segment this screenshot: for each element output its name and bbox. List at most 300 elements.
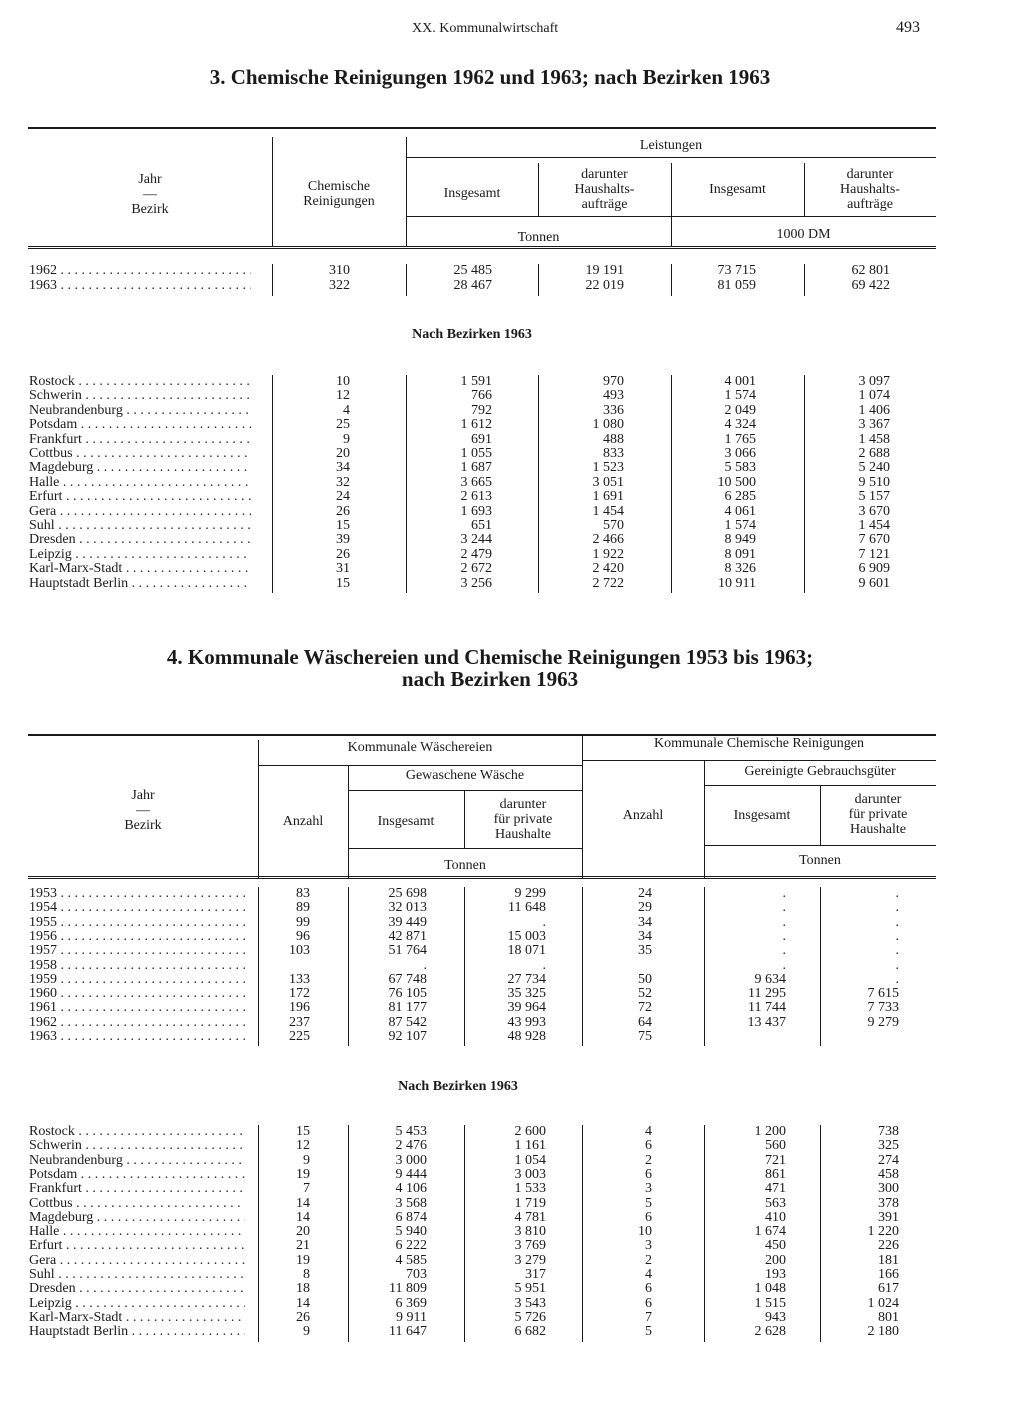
cell-value: 3 769 (514, 1238, 546, 1254)
row-label: 1962 . . . (29, 263, 251, 278)
cell-value: 2 (645, 1152, 652, 1168)
cell-value: 325 (878, 1138, 899, 1154)
table-row (0, 576, 1024, 591)
cell-value: 81 059 (717, 278, 756, 293)
cell-value: 19 (296, 1166, 310, 1182)
row-label: Halle . . . (29, 475, 251, 490)
cell-value: 3 256 (460, 575, 492, 591)
table-row (0, 1324, 1024, 1339)
cell-value: 2 613 (460, 489, 492, 505)
cell-value: 2 (645, 1252, 652, 1268)
table4-title-line2: nach Bezirken 1963 (401, 667, 579, 691)
group-leistungen: Leistungen (639, 138, 703, 153)
row-label: Dresden . . . (29, 532, 251, 547)
stub-dash: — (143, 187, 157, 202)
cell-value: 6 (645, 1138, 652, 1154)
cell-value: 39 449 (388, 914, 427, 930)
cell-value: 6 285 (724, 489, 756, 505)
cell-value: 26 (296, 1309, 310, 1325)
row-label: Rostock . . . (29, 1124, 245, 1139)
cell-value: 12 (336, 388, 350, 404)
cell-value: 6 874 (395, 1209, 427, 1225)
row-label: Leipzig . . . (29, 547, 251, 562)
group-chem-reinigungen: Kommunale Chemische Reinigungen (654, 736, 864, 751)
col-darunter-1c: aufträge (581, 197, 628, 212)
table-row (0, 1181, 1024, 1196)
row-label: Cottbus . . . (29, 446, 251, 461)
table-row (0, 547, 1024, 562)
cell-value: 11 647 (389, 1324, 427, 1340)
cell-value: 9 634 (754, 971, 786, 987)
unit-1000dm: 1000 DM (776, 227, 831, 242)
table-row (0, 489, 1024, 504)
cell-value: . (423, 957, 427, 973)
table-row (0, 460, 1024, 475)
row-label: 1959 . . . (29, 972, 245, 987)
cell-value: 322 (329, 278, 350, 293)
col4-insgesamt-2: Insgesamt (733, 808, 791, 823)
cell-value: 8 091 (724, 546, 756, 562)
cell-value: 703 (406, 1267, 427, 1282)
table-row (0, 1238, 1024, 1253)
cell-value: 9 444 (395, 1166, 427, 1182)
table-row (0, 986, 1024, 1001)
cell-value: . (895, 971, 899, 987)
cell-value: 1 458 (858, 431, 890, 447)
cell-value: 6 (645, 1166, 652, 1182)
cell-value: 5 (645, 1324, 652, 1340)
cell-value: 488 (603, 431, 624, 447)
cell-value: 2 600 (514, 1124, 546, 1139)
cell-value: 5 583 (724, 460, 756, 476)
cell-value: 72 (638, 1000, 652, 1016)
row-label: Karl-Marx-Stadt . . . (29, 1310, 245, 1325)
table-row (0, 1253, 1024, 1268)
table-row (0, 475, 1024, 490)
cell-value: 458 (878, 1166, 899, 1182)
table-row (0, 929, 1024, 944)
cell-value: 943 (765, 1309, 786, 1325)
cell-value: 10 500 (717, 474, 756, 490)
sub-gewaschene-waesche: Gewaschene Wäsche (405, 768, 525, 783)
col-darunter-1a: darunter (581, 167, 628, 182)
cell-value: 1 454 (592, 503, 624, 519)
cell-value: 617 (878, 1281, 899, 1297)
cell-value: 34 (336, 460, 350, 476)
col4-darunter-2c: Haushalte (850, 822, 906, 837)
col4-darunter-1b: für private (493, 812, 553, 827)
cell-value: 89 (296, 900, 310, 916)
cell-value: 1 161 (514, 1138, 546, 1154)
cell-value: 3 568 (395, 1195, 427, 1211)
cell-value: 96 (296, 928, 310, 944)
cell-value: 738 (878, 1124, 899, 1139)
cell-value: 2 180 (867, 1324, 899, 1340)
cell-value: 1 454 (858, 518, 890, 533)
cell-value: 1 533 (514, 1181, 546, 1197)
stub-jahr: Jahr (138, 172, 162, 187)
col4-anzahl-1: Anzahl (282, 814, 324, 829)
row-label: Hauptstadt Berlin . . . (29, 576, 251, 591)
cell-value: 43 993 (507, 1014, 546, 1030)
cell-value: 237 (289, 1014, 310, 1030)
row-label: 1962 . . . (29, 1015, 245, 1030)
cell-value: 64 (638, 1014, 652, 1030)
cell-value: 4 (645, 1124, 652, 1139)
row-label: Magdeburg . . . (29, 1210, 245, 1225)
cell-value: 2 049 (724, 402, 756, 418)
cell-value: 13 437 (747, 1014, 786, 1030)
cell-value: 9 (303, 1152, 310, 1168)
cell-value: 1 765 (724, 431, 756, 447)
cell-value: 7 121 (858, 546, 890, 562)
cell-value: 3 543 (514, 1295, 546, 1311)
cell-value: 801 (878, 1309, 899, 1325)
table-row (0, 1138, 1024, 1153)
cell-value: 20 (296, 1224, 310, 1240)
cell-value: 1 080 (592, 417, 624, 433)
cell-value: 721 (765, 1152, 786, 1168)
cell-value: 391 (878, 1209, 899, 1225)
cell-value: 792 (471, 402, 492, 418)
cell-value: 9 601 (858, 575, 890, 591)
cell-value: 2 688 (858, 446, 890, 461)
cell-value: 1 220 (867, 1224, 899, 1240)
cell-value: 6 (645, 1295, 652, 1311)
cell-value: 32 (336, 474, 350, 490)
cell-value: 83 (296, 886, 310, 901)
col-count-1: Chemische (307, 179, 371, 194)
cell-value: 3 665 (460, 474, 492, 490)
row-label: Hauptstadt Berlin . . . (29, 1324, 245, 1339)
cell-value: 35 (638, 943, 652, 959)
row-label: Suhl . . . (29, 1267, 245, 1282)
row-label: Gera . . . (29, 1253, 245, 1268)
cell-value: 19 191 (585, 263, 624, 278)
unit-tonnen: Tonnen (517, 230, 560, 245)
cell-value: 378 (878, 1195, 899, 1211)
cell-value: 2 466 (592, 532, 624, 548)
table-row (0, 388, 1024, 403)
cell-value: 52 (638, 986, 652, 1002)
table-row (0, 1000, 1024, 1015)
row-label: Erfurt . . . (29, 489, 251, 504)
cell-value: 73 715 (717, 263, 756, 278)
col-darunter-1b: Haushalts- (574, 182, 635, 197)
cell-value: 3 097 (858, 374, 890, 389)
cell-value: 10 (638, 1224, 652, 1240)
table-row (0, 886, 1024, 901)
cell-value: 31 (336, 561, 350, 577)
cell-value: 5 240 (858, 460, 890, 476)
cell-value: 24 (638, 886, 652, 901)
row-label: 1954 . . . (29, 900, 245, 915)
table-row (0, 1224, 1024, 1239)
cell-value: 9 299 (514, 886, 546, 901)
running-header: XX. Kommunalwirtschaft (412, 21, 559, 36)
cell-value: 48 928 (507, 1029, 546, 1044)
cell-value: 2 479 (460, 546, 492, 562)
cell-value: . (782, 943, 786, 959)
row-label: Frankfurt . . . (29, 432, 251, 447)
col-darunter-2c: aufträge (847, 197, 893, 212)
cell-value: 4 (645, 1267, 652, 1282)
cell-value: 50 (638, 971, 652, 987)
table-row (0, 417, 1024, 432)
page-number: 493 (896, 19, 920, 36)
cell-value: . (895, 943, 899, 959)
cell-value: 1 687 (460, 460, 492, 476)
row-label: 1958 . . . (29, 958, 245, 973)
cell-value: 410 (765, 1209, 786, 1225)
cell-value: 4 781 (514, 1209, 546, 1225)
cell-value: 570 (603, 518, 624, 533)
table-row (0, 1196, 1024, 1211)
cell-value: 274 (878, 1152, 899, 1168)
col4-darunter-1c: Haushalte (495, 827, 551, 842)
cell-value: . (542, 914, 546, 930)
cell-value: 1 574 (724, 518, 756, 533)
cell-value: 11 295 (748, 986, 786, 1002)
cell-value: 6 222 (395, 1238, 427, 1254)
row-label: 1963 . . . (29, 1029, 245, 1044)
cell-value: 1 074 (858, 388, 890, 404)
table3-title: 3. Chemische Reinigungen 1962 und 1963; nach Bezirken 1963 (209, 65, 771, 89)
cell-value: 28 467 (453, 278, 492, 293)
cell-value: 9 510 (858, 474, 890, 490)
cell-value: 39 964 (507, 1000, 546, 1016)
row-label: 1963 . . . (29, 278, 251, 293)
col4-darunter-1a: darunter (499, 797, 547, 812)
table-row (0, 1296, 1024, 1311)
table-row (0, 1124, 1024, 1139)
cell-value: 766 (471, 388, 492, 404)
cell-value: 76 105 (388, 986, 427, 1002)
cell-value: 471 (765, 1181, 786, 1197)
cell-value: 25 (336, 417, 350, 433)
cell-value: 2 476 (395, 1138, 427, 1154)
cell-value: 6 (645, 1281, 652, 1297)
cell-value: 15 003 (507, 928, 546, 944)
cell-value: 9 (303, 1324, 310, 1340)
cell-value: 9 911 (396, 1309, 427, 1325)
table-row (0, 1210, 1024, 1225)
row-label: Erfurt . . . (29, 1238, 245, 1253)
table4-subheading: Nach Bezirken 1963 (398, 1079, 518, 1094)
cell-value: 4 001 (724, 374, 756, 389)
cell-value: 7 615 (867, 986, 899, 1002)
cell-value: 34 (638, 928, 652, 944)
cell-value: . (782, 886, 786, 901)
cell-value: . (782, 957, 786, 973)
cell-value: 200 (765, 1252, 786, 1268)
cell-value: 1 024 (867, 1295, 899, 1311)
cell-value: 5 453 (395, 1124, 427, 1139)
cell-value: 4 324 (724, 417, 756, 433)
cell-value: 15 (336, 518, 350, 533)
cell-value: 11 809 (389, 1281, 427, 1297)
cell-value: 21 (296, 1238, 310, 1254)
row-label: 1956 . . . (29, 929, 245, 944)
table-row (0, 943, 1024, 958)
cell-value: 3 (645, 1238, 652, 1254)
cell-value: 14 (296, 1295, 310, 1311)
cell-value: 15 (296, 1124, 310, 1139)
cell-value: 450 (765, 1238, 786, 1254)
cell-value: 5 (645, 1195, 652, 1211)
cell-value: 9 (343, 431, 350, 447)
col4-anzahl-2: Anzahl (622, 808, 664, 823)
cell-value: 8 949 (724, 532, 756, 548)
cell-value: 25 698 (388, 886, 427, 901)
col-insgesamt-2: Insgesamt (709, 182, 766, 197)
table-row (0, 1310, 1024, 1325)
cell-value: 92 107 (388, 1029, 427, 1044)
table-row (0, 1153, 1024, 1168)
cell-value: 651 (471, 518, 492, 533)
cell-value: 87 542 (388, 1014, 427, 1030)
cell-value: 1 574 (724, 388, 756, 404)
cell-value: 26 (336, 546, 350, 562)
table-row (0, 1281, 1024, 1296)
cell-value: 99 (296, 914, 310, 930)
table-row (0, 972, 1024, 987)
unit4-tonnen-2: Tonnen (799, 853, 841, 868)
cell-value: 5 951 (514, 1281, 546, 1297)
table-row (0, 915, 1024, 930)
cell-value: . (895, 886, 899, 901)
cell-value: 6 909 (858, 561, 890, 577)
stub4-jahr: Jahr (131, 788, 155, 803)
cell-value: 3 279 (514, 1252, 546, 1268)
cell-value: . (895, 900, 899, 916)
cell-value: 2 420 (592, 561, 624, 577)
cell-value: 81 177 (388, 1000, 427, 1016)
table-row (0, 518, 1024, 533)
cell-value: 62 801 (851, 263, 890, 278)
row-label: Magdeburg . . . (29, 460, 251, 475)
row-label: Cottbus . . . (29, 1196, 245, 1211)
row-label: 1955 . . . (29, 915, 245, 930)
cell-value: 18 (296, 1281, 310, 1297)
row-label: Leipzig . . . (29, 1296, 245, 1311)
cell-value: 133 (289, 971, 310, 987)
cell-value: 193 (765, 1267, 786, 1282)
stub4-bezirk: Bezirk (124, 818, 162, 833)
row-label: Suhl . . . (29, 518, 251, 533)
cell-value: 42 871 (388, 928, 427, 944)
cell-value: 181 (878, 1252, 899, 1268)
cell-value: 1 200 (754, 1124, 786, 1139)
table-row (0, 446, 1024, 461)
cell-value: 1 406 (858, 402, 890, 418)
cell-value: 4 106 (395, 1181, 427, 1197)
cell-value: 300 (878, 1181, 899, 1197)
table-row (0, 403, 1024, 418)
cell-value: 7 733 (867, 1000, 899, 1016)
table4-title-line1: 4. Kommunale Wäschereien und Chemische Reinigungen 1953 bis 1963; (166, 645, 814, 669)
cell-value: 3 (645, 1181, 652, 1197)
row-label: Potsdam . . . (29, 417, 251, 432)
cell-value: 19 (296, 1252, 310, 1268)
table-row (0, 1015, 1024, 1030)
cell-value: 24 (336, 489, 350, 505)
cell-value: 3 244 (460, 532, 492, 548)
cell-value: 35 325 (507, 986, 546, 1002)
table-row (0, 504, 1024, 519)
cell-value: . (782, 900, 786, 916)
cell-value: 7 (645, 1309, 652, 1325)
cell-value: 1 048 (754, 1281, 786, 1297)
cell-value: 9 279 (867, 1014, 899, 1030)
cell-value: 32 013 (388, 900, 427, 916)
col-darunter-2b: Haushalts- (840, 182, 900, 197)
col-insgesamt-1: Insgesamt (443, 186, 501, 201)
row-label: Rostock . . . (29, 374, 251, 389)
cell-value: 833 (603, 446, 624, 461)
cell-value: 1 612 (460, 417, 492, 433)
cell-value: 560 (765, 1138, 786, 1154)
cell-value: 1 674 (754, 1224, 786, 1240)
cell-value: 8 (303, 1267, 310, 1282)
cell-value: . (782, 928, 786, 944)
table-row (0, 263, 1024, 278)
cell-value: 2 672 (460, 561, 492, 577)
cell-value: 3 810 (514, 1224, 546, 1240)
cell-value: 3 670 (858, 503, 890, 519)
cell-value: 4 061 (724, 503, 756, 519)
cell-value: 166 (878, 1267, 899, 1282)
sub-gereinigte-gebrauchsgueter: Gereinigte Gebrauchsgüter (744, 764, 896, 779)
cell-value: 27 734 (507, 971, 546, 987)
row-label: Schwerin . . . (29, 1138, 245, 1153)
cell-value: 336 (603, 402, 624, 418)
cell-value: 51 764 (388, 943, 427, 959)
cell-value: 10 (336, 374, 350, 389)
cell-value: 1 591 (460, 374, 492, 389)
cell-value: 861 (765, 1166, 786, 1182)
cell-value: 14 (296, 1209, 310, 1225)
col-count-2: Reinigungen (303, 194, 375, 209)
cell-value: 7 670 (858, 532, 890, 548)
cell-value: 225 (289, 1029, 310, 1044)
table-row (0, 1029, 1024, 1044)
cell-value: 39 (336, 532, 350, 548)
cell-value: 25 485 (453, 263, 492, 278)
cell-value: 26 (336, 503, 350, 519)
table-row (0, 374, 1024, 389)
cell-value: . (782, 914, 786, 930)
cell-value: 4 585 (395, 1252, 427, 1268)
cell-value: 970 (603, 374, 624, 389)
cell-value: 196 (289, 1000, 310, 1016)
row-label: Karl-Marx-Stadt . . . (29, 561, 251, 576)
row-label: 1961 . . . (29, 1000, 245, 1015)
cell-value: 6 682 (514, 1324, 546, 1340)
cell-value: 226 (878, 1238, 899, 1254)
cell-value: 563 (765, 1195, 786, 1211)
cell-value: 14 (296, 1195, 310, 1211)
cell-value: 4 (343, 402, 350, 418)
row-label: Potsdam . . . (29, 1167, 245, 1182)
cell-value: 2 628 (754, 1324, 786, 1340)
col-darunter-2a: darunter (846, 167, 894, 182)
cell-value: 5 157 (858, 489, 890, 505)
cell-value: 5 726 (514, 1309, 546, 1325)
stub4-dash: — (136, 803, 150, 818)
cell-value: 172 (289, 986, 310, 1002)
row-label: Schwerin . . . (29, 388, 251, 403)
